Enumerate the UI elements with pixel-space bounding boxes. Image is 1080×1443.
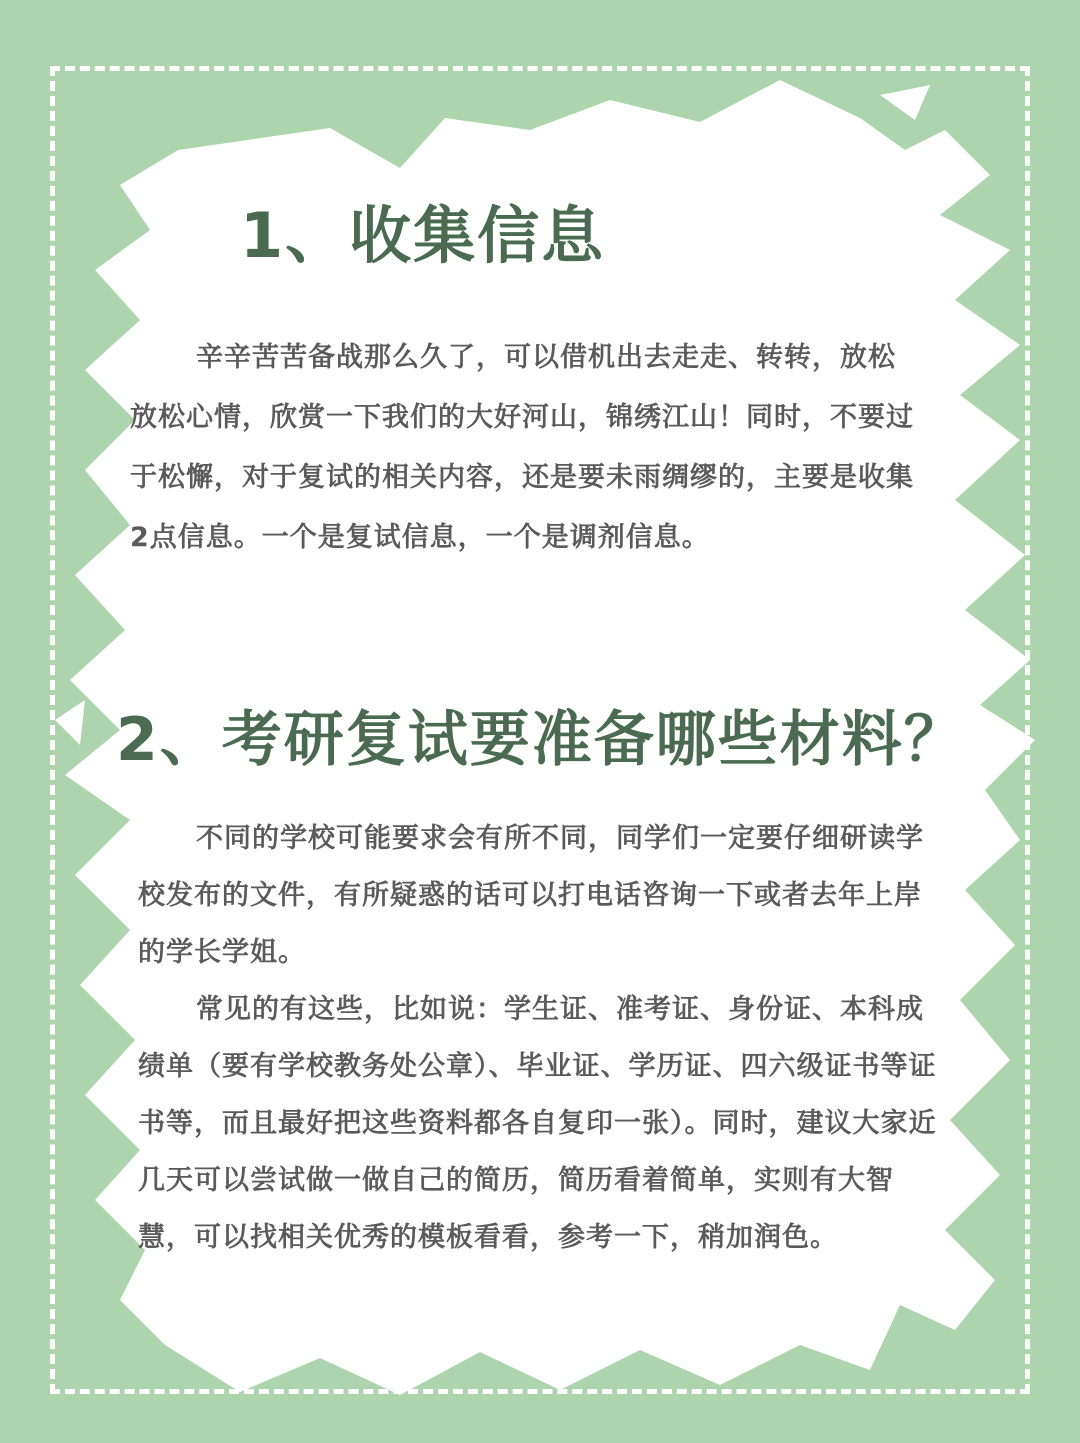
section-2-paragraph-1: 不同的学校可能要求会有所不同，同学们一定要仔细研读学校发布的文件，有所疑惑的话可以打电话咨询一下或者去年上岸的学长学姐。 bbox=[138, 823, 924, 968]
section-2-title: 2、考研复试要准备哪些材料？ bbox=[116, 705, 966, 775]
section-1-body: 辛辛苦苦备战那么久了，可以借机出去走走、转转，放松放松心情，欣赏一下我们的大好河山，锦绣江山！同时，不要过于松懈，对于复试的相关内容，还是要未雨绸缪的，主要是收集2点信息。一个是复试信息，一个是调剂信息。 bbox=[130, 342, 914, 553]
section-2-paragraph-2: 常见的有这些，比如说：学生证、准考证、身份证、本科成 绩单（要有学校教务处公章）、毕业证、学历证、四六级证书等证书等，而且最好把这些资料都各自复印一张）。同时，建议大家近几天可以尝试做一做自己的简历，简历看着简单，实则有大智慧，可以找相关优秀的模板看看，参考一下，稍加润色。 bbox=[138, 994, 937, 1253]
section-1-title: 1、收集信息 bbox=[240, 199, 606, 272]
